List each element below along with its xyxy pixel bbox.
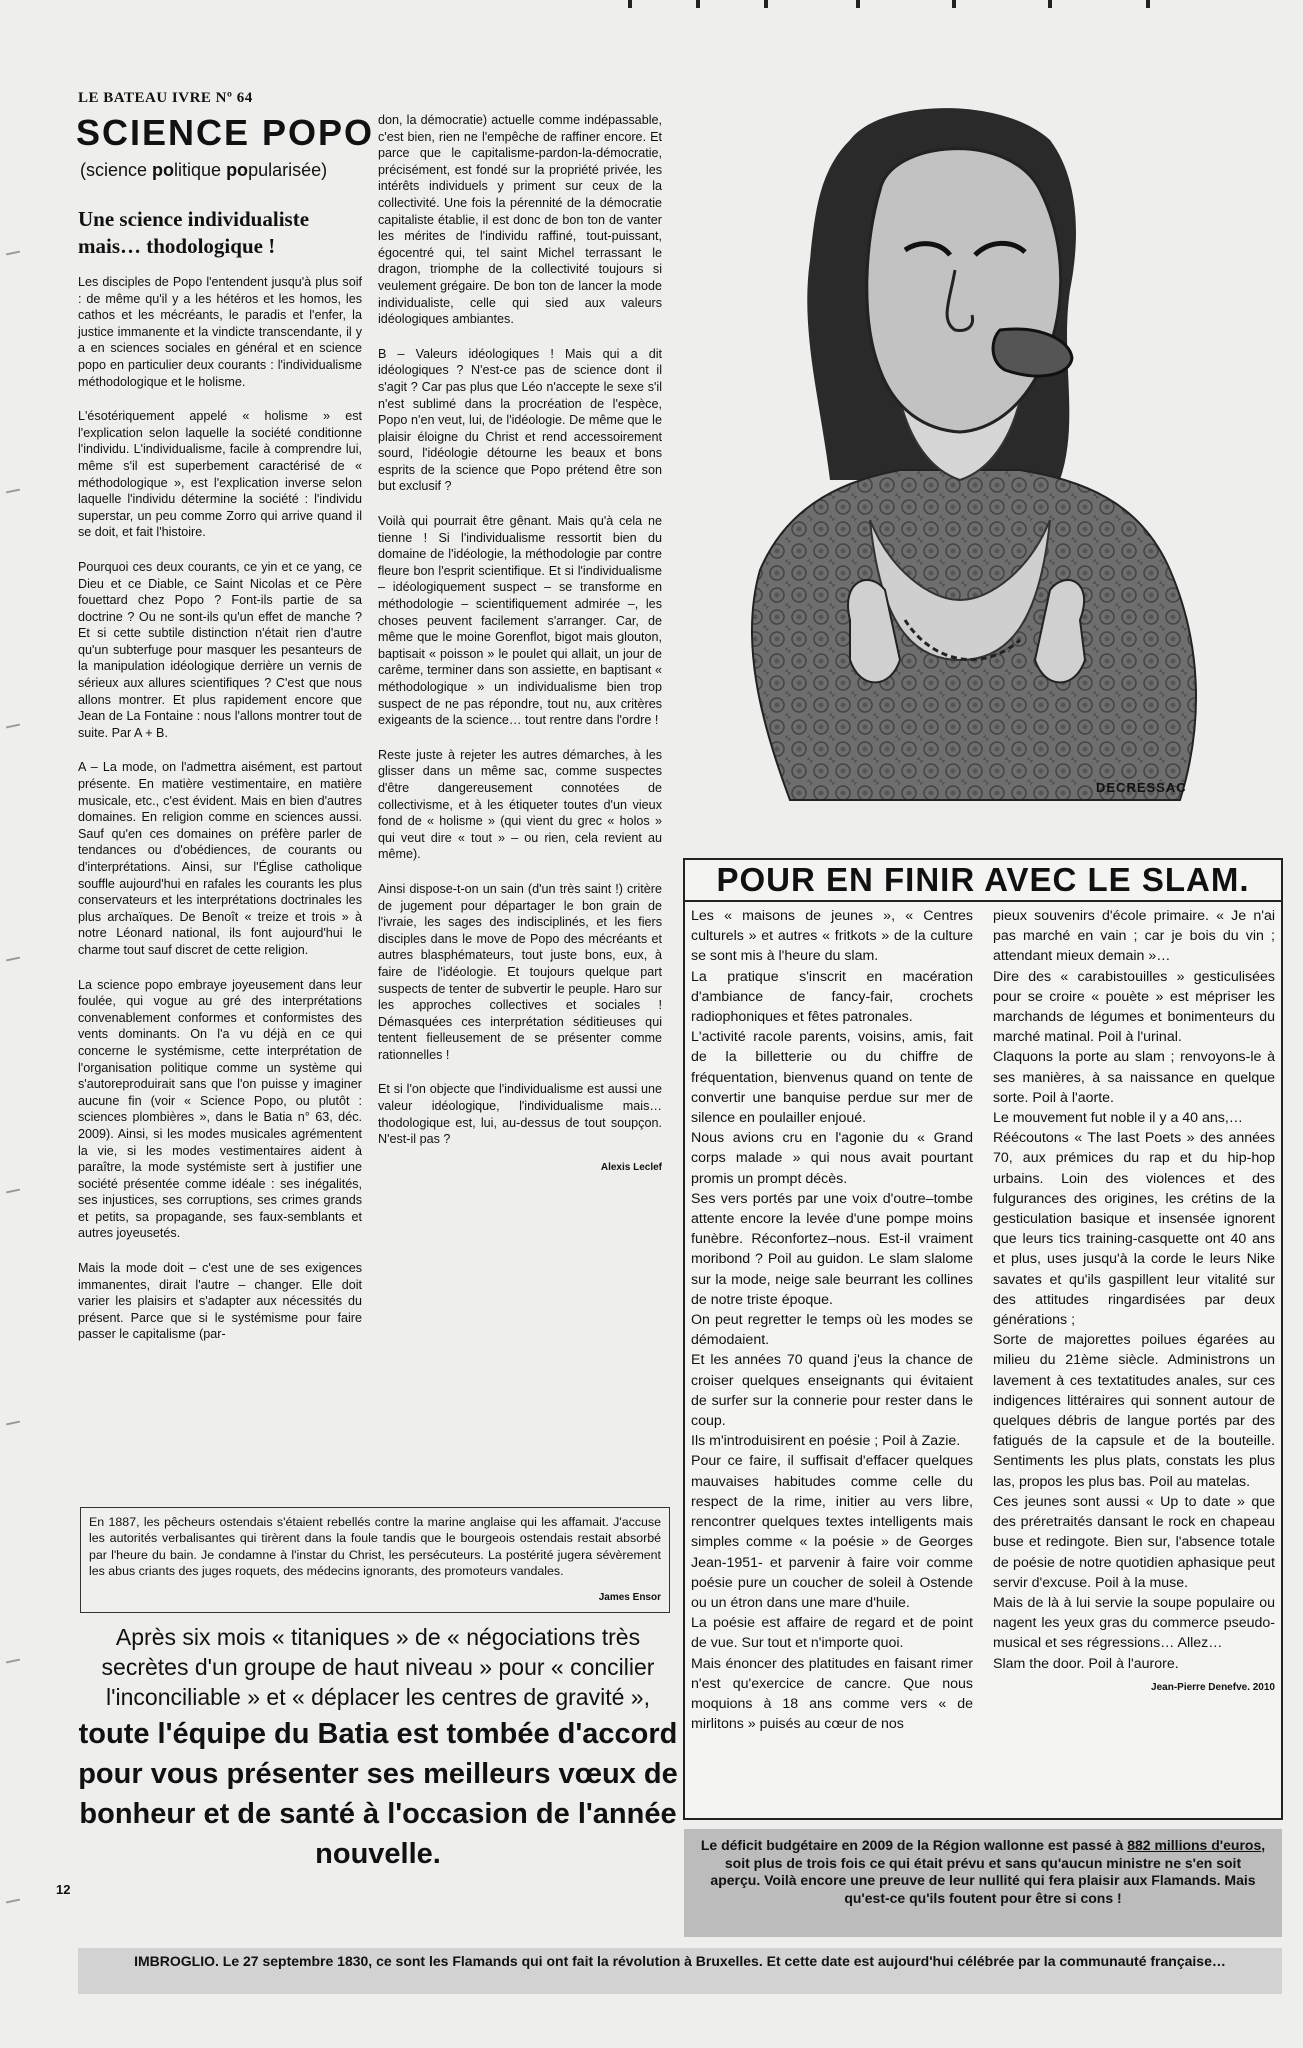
article-paragraph: don, la démocratie) actuelle comme indépassable, c'est bien, rien ne l'empêche de raffiner encore. Et parce que le capitalisme-pardon-la-démocratie, précisément, est fondé sur la propriété privée, les intérêts individuels y priment sur ceux de la collectivité. Une fois la pérennité de la démocratie capitaliste établie, il est donc de bon ton de vanter les mérites de l'individu raffiné, tout-puissant, égocentré qui, tel saint Michel terrassant le dragon, triomphe de la collectivité toujours si veulement grégaire. De bon ton de lancer la mode individualiste, celle qui sied aux valeurs idéologiques ambiantes.: [378, 113, 662, 327]
article-subtitle: [80, 160, 327, 181]
article-paragraph: L'ésotériquement appelé « holisme » est l'explication selon laquelle la société conditionne l'individu. L'individualisme, facile à comprendre lui, même s'il est superbement caractérisé de « méthodologique », est l'explication inverse selon laquelle l'individu détermine la société : l'individu superstar, un peu comme Zorro qui arrive quand il se doit, et fait l'histoire.: [78, 409, 362, 540]
article-paragraph: Les disciples de Popo l'entendent jusqu'à plus soif : de même qu'il y a les hétéros et les homos, les cathos et les mécréants, le paradis et l'enfer, la justice immanente et la vindicte transcendante, il y a en sciences sociales en général et en science popo en particulier deux courants : l'individualisme méthodologique et le holisme.: [78, 275, 362, 389]
deficit-text: [700, 1837, 1266, 1907]
slam-paragraph: Mais énoncer des platitudes en faisant rimer n'est qu'exercice de cancre. Que nous moquions à 18 ans comme vers « de mirlitons » puisés au cœur de nos: [691, 1655, 973, 1733]
caricature-illustration: [700, 100, 1260, 840]
new-year-wishes: [78, 1622, 678, 1874]
slam-paragraph: On peut regretter le temps où les modes se démodaient.: [691, 1312, 973, 1349]
slam-paragraph: Sorte de majorettes poilues égarées au milieu du 21ème siècle. Administrons un lavement à ces textatitudes anales, sur ces indigences littéraires qui sonnent autour de quelques débris de langue portés par des fatigués de la capsule et de la bouteille. Sentiments les plus plats, constats les plus las, propos les plus bas. Poil au matelas.: [993, 1332, 1275, 1490]
article-headline: SCIENCE POPO: [76, 112, 375, 153]
article-paragraph: Voilà qui pourrait être gênant. Mais qu'à cela ne tienne ! Si l'individualisme ressortit bien du domaine de l'idéologie, la méthodologie par contre fleure bon l'esprit scientifique. Et si l'individualisme – idéologiquement suspect – se transforme en méthodologie – scientifiquement admirée –, les choses peuvent facilement s'arranger. Car, de même que le moine Gorenflot, bigot mais glouton, baptisait « poisson » le poulet qui allait, un jour de carême, terminer dans son assiette, en baptisant « méthodologique » un individualisme bien trop suspect de ne pas répondre, tout nu, aux critères exigeants de la science… tout rentre dans l'ordre !: [378, 514, 662, 728]
ensor-quote-text: En 1887, les pêcheurs ostendais s'étaient rebellés contre la marine anglaise qui les affamait. J'accuse les autorités verbalisantes qui tirèrent dans la foule tandis que le bourgeois ostendais restait absorbé par l'heure du bain. Je condamne à l'instar du Christ, les persécuteurs. La postérité jugera sévèrement les abus criants des juges roquets, des médecins ignorants, des promoteurs vandales.: [89, 1515, 661, 1579]
ensor-signature: James Ensor: [598, 1592, 661, 1603]
slam-paragraph: Le mouvement fut noble il y a 40 ans,…: [993, 1110, 1243, 1127]
slam-column-1: [691, 906, 973, 1734]
wishes-intro: Après six mois « titaniques » de « négociations très secrètes d'un groupe de haut niveau » pour « concilier l'inconciliable » et « déplacer les centres de gravité »,: [101, 1624, 655, 1710]
slam-paragraph: pieux souvenirs d'école primaire. « Je n'ai pas marché en vain ; car je bois du vin ; attendant mieux demain »…: [993, 908, 1275, 965]
subtitle-part: (science: [80, 160, 153, 180]
slam-paragraph: Les « maisons de jeunes », « Centres culturels » et autres « fritkots » de la culture se sont mis à l'heure du slam.: [691, 908, 973, 965]
slam-paragraph: La pratique s'inscrit en macération d'ambiance de fancy-fair, crochets radiophoniques et fêtes patronales.: [691, 968, 973, 1026]
article-column-2: [378, 112, 662, 1176]
subtitle-part-bold: po: [226, 160, 249, 180]
deficit-text-after: , soit plus de trois fois ce qui était prévu et sans qu'aucun ministre ne s'en soit aperçu. Voilà encore une preuve de leur nullité qui fera plaisir aux Flamands. Mais qu'est-ce qu'ils foutent pour être si cons !: [710, 1837, 1266, 1906]
slam-paragraph: La poésie est affaire de regard et de point de vue. Sur tout et n'importe quoi.: [691, 1615, 973, 1652]
slam-paragraph: Slam the door. Poil à l'aurore.: [993, 1655, 1179, 1672]
article-paragraph: A – La mode, on l'admettra aisément, est partout présente. En matière vestimentaire, en matière musicale, etc., c'est évident. Mais en bien d'autres domaines. En religion comme en sciences aussi. Sauf qu'en ces domaines on préfère parler de tendances ou d'obédiences, de courants ou d'interprétations. Ainsi, sur l'Église catholique souffle aujourd'hui en rafales les courants les plus conservateurs et les interprétations doctrinales les plus archaïques. De Benoît « treize et trois » à notre Léonard national, ils font aujourd'hui le charme tout sauf discret de cette religion.: [78, 760, 362, 957]
slam-article-box: [683, 858, 1283, 1820]
article-signature: Alexis Leclef: [600, 1161, 662, 1173]
slam-paragraph: Nous avions cru en l'agonie du « Grand corps malade » qui nous avait pourtant promis un prompt décès.: [691, 1130, 973, 1187]
imbroglio-text: IMBROGLIO. Le 27 septembre 1830, ce sont les Flamands qui ont fait la révolution à Bruxelles. Et cette date est aujourd'hui célébrée par la communauté française…: [134, 1953, 1226, 1969]
subtitle-part: pularisée): [248, 160, 328, 180]
article-paragraph: Et si l'on objecte que l'individualisme est aussi une valeur idéologique, l'individualisme mais… thodologique est, lui, au-dessus de tout soupçon. N'est-il pas ?: [378, 1082, 662, 1147]
slam-title: POUR EN FINIR AVEC LE SLAM.: [685, 860, 1281, 902]
article-paragraph: B – Valeurs idéologiques ! Mais qui a dit idéologiques ? N'est-ce pas de science dont il s'agit ? Car pas plus que Léo n'accepte le sexe s'il n'est sublimé dans la procréation de l'espèce, Popo n'en veut, lui, de l'idéologie. De même que le plaisir éloigne du Christ et rend accessoirement sourd, l'idéologie détourne les beaux et bons esprits de la science que Popo prétend être son but exclusif ?: [378, 346, 662, 494]
slam-paragraph: Claquons la porte au slam ; renvoyons-le à ses manières, à sa naissance en quelque sorte. Poil à l'aorte.: [993, 1049, 1275, 1106]
wishes-main: toute l'équipe du Batia est tombée d'accord pour vous présenter ses meilleurs vœux de bonheur et de santé à l'occasion de l'année nouvelle.: [78, 1718, 678, 1870]
subtitle-part: litique: [174, 160, 227, 180]
print-registration-marks: [600, 0, 1160, 10]
slam-paragraph: Ils m'introduisirent en poésie ; Poil à Zazie.: [691, 1433, 961, 1450]
article-paragraph: Ainsi dispose-t-on un sain (d'un très saint !) critère de jugement pour départager le bon grain de l'ivraie, les sages des indisciplinés, et les fiers disciples dans le move de Popo des mécréants et autres blasphémateurs, tout juste bons, eux, à faire de l'idéologie. Et toujours quelque part suspects de tenter de subvertir le peuple. Haro sur les approches collectives et sociales ! Démasquées ces interprétation séditieuses qui tentent fielleusement de se présenter comme rationnelles !: [378, 881, 662, 1062]
illustration-credit: DECRESSAC: [1096, 780, 1187, 795]
slam-paragraph: L'activité racole parents, voisins, amis, fait de la billetterie ou du chiffre de fréquentation, bienvenus quand on tente de convertir une banquise perdue sur mer de silence en poulailler enjoué.: [691, 1029, 973, 1127]
article-paragraph: Reste juste à rejeter les autres démarches, à les glisser dans un même sac, comme suspectes d'être dangereusement connotées de collectivisme, et à les étiqueter toutes d'un vieux fond de « holisme » (qui vient du grec « holos » qui veut dire « tout » – ou rien, cela revient au même).: [378, 747, 662, 862]
slam-signature: Jean-Pierre Denefve. 2010: [1151, 1681, 1275, 1693]
slam-paragraph: Pour ce faire, il suffisait d'effacer quelques mauvaises habitudes comme celle du respect de la rime, initier au vers libre, rencontrer quelques textes intelligents mais simples comme « la poésie » de Georges Jean-1951- et parvenir à faire voir comme poésie pure un coucher de soleil à Ostende ou un étron dans une mare d'huile.: [691, 1453, 973, 1611]
article-deck: Une science individualiste mais… thodologique !: [78, 207, 310, 258]
deficit-text-before: Le déficit budgétaire en 2009 de la Région wallonne est passé à: [700, 1837, 1128, 1853]
slam-paragraph: Mais de là à lui servie la soupe populaire ou nagent les yeux gras du commerce pseudo-musical et ses régressions… Allez…: [993, 1594, 1275, 1652]
article-column-1: [78, 274, 362, 1361]
subtitle-part-bold: po: [152, 160, 175, 180]
slam-paragraph: Ces jeunes sont aussi « Up to date » que des préretraités dansant le rock en chapeau buse et redingote. Bien sur, l'absence totale de poésie de notre quotidien aphasique peut servir d'excuse. Poil à la muse.: [993, 1493, 1275, 1591]
deficit-amount: 882 millions d'euros: [1127, 1837, 1262, 1853]
slam-paragraph: Dire des « carabistouilles » gesticulisées pour se croire « pouète » est mépriser les marchands de légumes et bonimenteurs du marché matinal. Poil à l'urinal.: [993, 968, 1275, 1046]
slam-column-2: [993, 906, 1275, 1698]
page-number: 12: [56, 1882, 71, 1897]
slam-paragraph: Et les années 70 quand j'eus la chance de croiser quelques enseignants qui évitaient de surfer sur la connerie pour rester dans le coup.: [691, 1352, 973, 1430]
article-paragraph: La science popo embraye joyeusement dans leur foulée, qui vogue au gré des interprétations convenablement conformes et conformistes des vents dominants. On l'a vu déjà en ce qui concerne le systémisme, cette interprétation de l'organisation politique comme un système qui s'autoreproduirait sans que l'on puisse y imaginer aucune fin (voir « Science Popo, ou plutôt : sciences plombières », dans le Batia n° 63, déc. 2009). Ainsi, si les modes musicales agrémentent la vie, si les modes vestimentaires aident à paraître, la mode systémiste sert à justifier une société présentée comme idéale : ses inégalités, ses injustices, ses corruptions, ses crimes grands et petits, sa propagande, ses faux-semblants et autres joyeusetés.: [78, 977, 362, 1241]
ensor-quote-box: [80, 1507, 670, 1613]
article-paragraph: Mais la mode doit – c'est une de ses exigences immanentes, dirait l'autre – changer. Elle doit varier les plaisirs et s'adapter aux nécessités du présent. Parce que si le systémisme pour faire passer le capitalisme (par-: [78, 1261, 362, 1342]
imbroglio-bar: [78, 1948, 1282, 1994]
slam-paragraph: Réécoutons « The last Poets » des années 70, aux prémices du rap et du hip-hop urbains. Loin des violences et des fulgurances des origines, les crétins de la gesticulation basique et insensée ignorent que leurs tics training-casquette ont 40 ans et plus, uses jusqu'à la corde le leurs Nike savates et qu'ils gaspillent leur vitalité sur des attitudes ringardisées par deux générations ;: [993, 1130, 1275, 1329]
slam-paragraph: Ses vers portés par une voix d'outre–tombe attente encore la levée d'une pompe moins funèbre. Réconfortez–nous. Est-il vraiment moribond ? Poil au guidon. Le slam slalome sur la mode, neige sale beurrant les collines de notre triste époque.: [691, 1190, 973, 1308]
masthead: LE BATEAU IVRE Nº 64: [78, 90, 253, 106]
article-paragraph: Pourquoi ces deux courants, ce yin et ce yang, ce Dieu et ce Diable, ce Saint Nicolas et ce Père fouettard chez Popo ? Font-ils partie de sa doctrine ? Ou ne sont-ils qu'un effet de manche ? Et si cette subtile distinction n'était rien d'autre qu'un subterfuge pour masquer les pesanteurs de la manipulation idéologique derrière un vernis de sérieux aux allures scientifiques ? C'est que nous allons montrer. Et plus rapidement encore que Jean de La Fontaine : nous l'allons montrer tout de suite. Par A + B.: [78, 559, 362, 740]
deficit-box: [684, 1829, 1282, 1937]
